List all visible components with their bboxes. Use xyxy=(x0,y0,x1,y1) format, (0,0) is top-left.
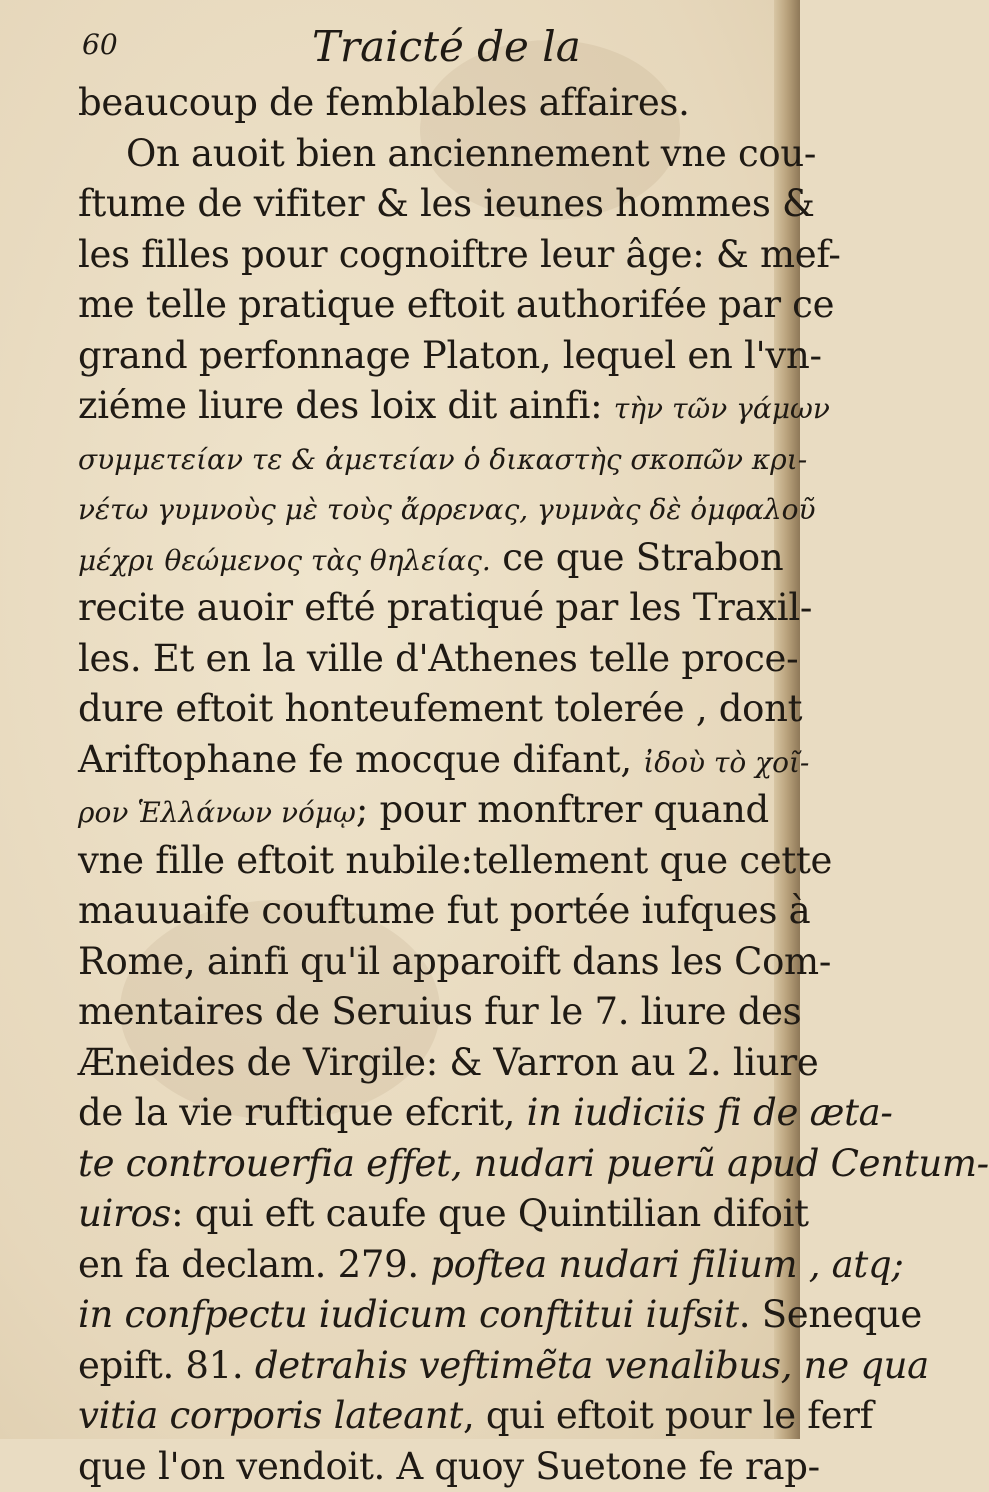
body-text xyxy=(78,78,768,1492)
text-line xyxy=(78,78,768,129)
text-line xyxy=(78,1341,768,1392)
text-line xyxy=(78,836,768,887)
french-text: ftume de vifiter & les ieunes hommes & xyxy=(78,182,815,225)
greek-text: ρον Ἑλλάνων νόμῳ xyxy=(78,796,356,829)
latin-quote: in iudiciis fi de æta- xyxy=(527,1091,893,1134)
greek-text: ἰδοὺ τὸ χοῖ- xyxy=(643,746,809,779)
french-text: les. Et en la ville d'Athenes telle proce- xyxy=(78,637,798,680)
french-text: . Seneque xyxy=(739,1293,922,1336)
text-line xyxy=(78,1240,768,1291)
latin-quote: in confpectu iudicum conftitui iufsit xyxy=(78,1293,739,1336)
french-text: epift. 81. xyxy=(78,1344,255,1387)
text-line xyxy=(78,583,768,634)
running-title: Traicté de la xyxy=(312,22,581,71)
french-text: ; pour monftrer quand xyxy=(356,788,769,831)
french-text: beaucoup de femblables affaires. xyxy=(78,81,690,124)
french-text: dure eftoit honteufement tolerée , dont xyxy=(78,687,802,730)
greek-text: συμμετείαν τε & ἀμετείαν ὁ δικαστὴς σκοπῶν κρι- xyxy=(78,443,807,476)
latin-quote: detrahis veftimẽta venalibus, ne qua xyxy=(255,1344,929,1387)
text-line xyxy=(78,937,768,988)
text-line xyxy=(78,785,768,836)
text-line xyxy=(78,331,768,382)
text-line xyxy=(78,1442,768,1492)
french-text: les filles pour cognoiftre leur âge: & mef- xyxy=(78,233,841,276)
greek-text: μέχρι θεώμενος τὰς θηλείας. xyxy=(78,544,491,577)
french-text: , qui eftoit pour le ferf xyxy=(463,1394,873,1437)
latin-quote: uiros xyxy=(78,1192,171,1235)
text-line xyxy=(78,432,768,483)
text-line xyxy=(78,482,768,533)
french-text: mentaires de Seruius fur le 7. liure des xyxy=(78,990,801,1033)
french-text: mauuaife couftume fut portée iufques à xyxy=(78,889,810,932)
french-text: que l'on vendoit. A quoy Suetone fe rap- xyxy=(78,1445,820,1488)
text-line xyxy=(78,886,768,937)
text-line xyxy=(78,1391,768,1442)
french-text: de la vie ruftique efcrit, xyxy=(78,1091,527,1134)
greek-text: νέτω γυμνοὺς μὲ τοὺς ἄρρενας, γυμνὰς δὲ ὀμφαλοῦ xyxy=(78,493,816,526)
text-line xyxy=(78,1088,768,1139)
french-text: ce que Strabon xyxy=(491,536,784,579)
latin-quote: vitia corporis lateant xyxy=(78,1394,463,1437)
text-line xyxy=(78,1038,768,1089)
text-line xyxy=(78,987,768,1038)
text-line xyxy=(78,1139,768,1190)
latin-quote: te controuerfia effet, nudari puerũ apud Centum- xyxy=(78,1142,989,1185)
page-header xyxy=(82,22,762,78)
french-text: Æneides de Virgile: & Varron au 2. liure xyxy=(78,1041,818,1084)
french-text: On auoit bien anciennement vne cou- xyxy=(126,132,816,175)
text-line xyxy=(78,1189,768,1240)
french-text: : qui eft caufe que Quintilian difoit xyxy=(171,1192,809,1235)
french-text: Rome, ainfi qu'il apparoift dans les Com- xyxy=(78,940,831,983)
french-text: recite auoir efté pratiqué par les Traxil- xyxy=(78,586,812,629)
text-line xyxy=(78,1290,768,1341)
text-line xyxy=(78,533,768,584)
text-line xyxy=(78,280,768,331)
page-number: 60 xyxy=(82,28,118,61)
french-text: vne fille eftoit nubile:tellement que cette xyxy=(78,839,832,882)
text-line xyxy=(78,230,768,281)
text-line xyxy=(78,684,768,735)
latin-quote: poftea nudari filium , atq; xyxy=(430,1243,903,1286)
french-text: en fa declam. 279. xyxy=(78,1243,430,1286)
french-text: Ariftophane fe mocque difant, xyxy=(78,738,643,781)
french-text: grand perfonnage Platon, lequel en l'vn- xyxy=(78,334,822,377)
text-line xyxy=(78,735,768,786)
greek-text: τὴν τῶν γάμων xyxy=(614,392,830,425)
text-line xyxy=(78,634,768,685)
text-line xyxy=(78,381,768,432)
text-line xyxy=(78,179,768,230)
french-text: ziéme liure des loix dit ainfi: xyxy=(78,384,614,427)
text-line xyxy=(78,129,768,180)
french-text: me telle pratique eftoit authorifée par ce xyxy=(78,283,834,326)
